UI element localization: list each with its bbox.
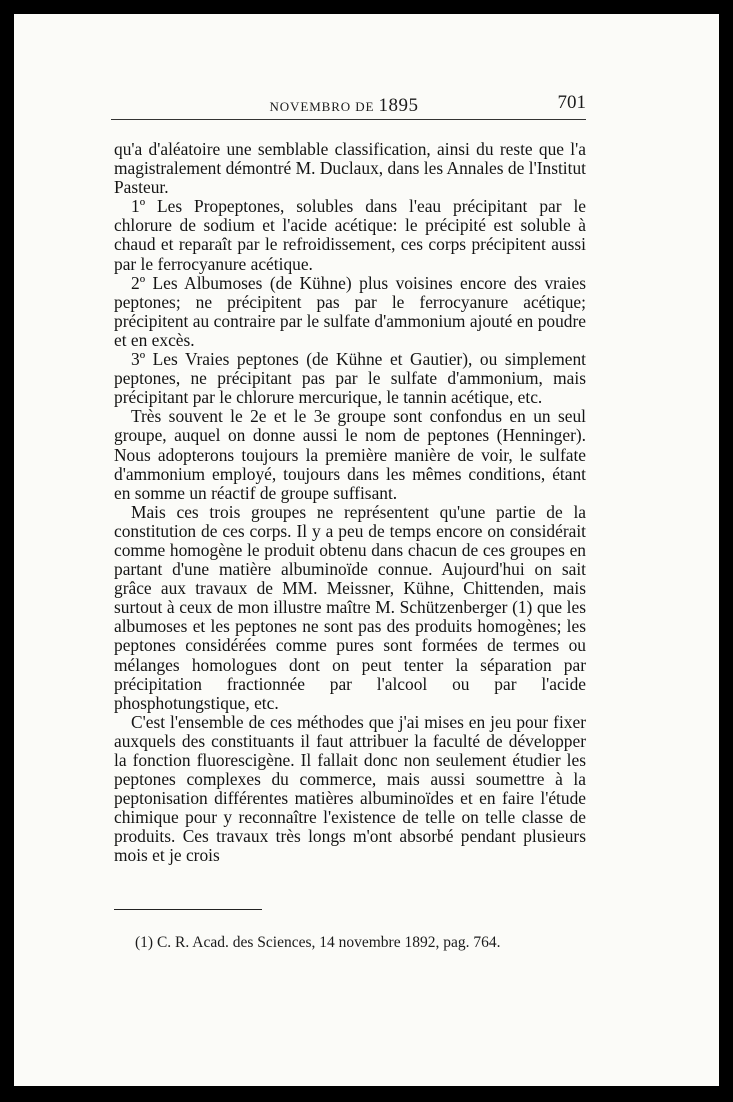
running-title: NOVEMBRO DE 1895	[269, 95, 419, 116]
paragraph-methodes: C'est l'ensemble de ces méthodes que j'ai mises en jeu pour fixer auxquels des constituants il faut attribuer la faculté de développer la fonction fluorescigène. Il fallait donc non seulement étudier les peptones complexes du commerce, mais aussi soumettre à la peptonisation différentes matières albuminoïdes et en faire l'étude chimique pour y reconnaître l'existence de telle on telle classe de produits. Ces travaux très longs m'ont absorbé pendant plusieurs mois et je crois	[114, 711, 586, 866]
scanned-page	[14, 14, 719, 1086]
header-year: 1895	[378, 95, 419, 116]
body-text	[114, 140, 586, 866]
page-number: 701	[557, 92, 586, 113]
paragraph-continuation: qu'a d'aléatoire une semblable classification, ainsi du reste que l'a magistralement démontré M. Duclaux, dans les Annales de l'Institut Pasteur.	[114, 139, 586, 198]
header-rule	[111, 119, 586, 120]
paragraph-propeptones: 1º Les Propeptones, solubles dans l'eau précipitant par le chlorure de sodium et l'acide acétique: le précipité est soluble à chaud et reparaît par le refroidissement, ces corps précipitent aussi par le ferrocyanure acétique.	[114, 196, 586, 274]
footnote: (1) C. R. Acad. des Sciences, 14 novembre 1892, pag. 764.	[135, 934, 501, 951]
footnote-rule	[114, 909, 262, 910]
running-header	[102, 89, 586, 119]
paragraph-vraies-peptones: 3º Les Vraies peptones (de Kühne et Gautier), ou simplement peptones, ne précipitant pas par le sulfate d'ammonium, mais précipitant par le chlorure mercurique, le tannin acétique, etc.	[114, 349, 586, 408]
paragraph-albumoses: 2º Les Albumoses (de Kühne) plus voisines encore des vraies peptones; ne précipitent pas par le ferrocyanure acétique; précipitent au contraire par le sulfate d'ammonium ajouté en poudre et en excès.	[114, 272, 586, 350]
paragraph-constitution: Mais ces trois groupes ne représentent qu'une partie de la constitution de ces corps. Il y a peu de temps encore on considérait comme homogène le produit obtenu dans chacun de ces groupes en partant d'une matière albuminoïde connue. Aujourd'hui on sait grâce aux travaux de MM. Meissner, Kühne, Chittenden, mais surtout à ceux de mon illustre maître M. Schützenberger (1) que les albumoses et les peptones ne sont pas des produits homogènes; les peptones considérées comme pures sont formées de termes ou mélanges homologues dont on peut tenter la séparation par précipitation fractionnée par l'alcool ou par l'acide phosphotungstique, etc.	[114, 501, 586, 713]
paragraph-groupes: Très souvent le 2e et le 3e groupe sont confondus en un seul groupe, auquel on donne aussi le nom de peptones (Henninger). Nous adopterons toujours la première manière de voir, le sulfate d'ammonium employé, toujours dans les mêmes conditions, étant en somme un réactif de groupe suffisant.	[114, 406, 586, 503]
